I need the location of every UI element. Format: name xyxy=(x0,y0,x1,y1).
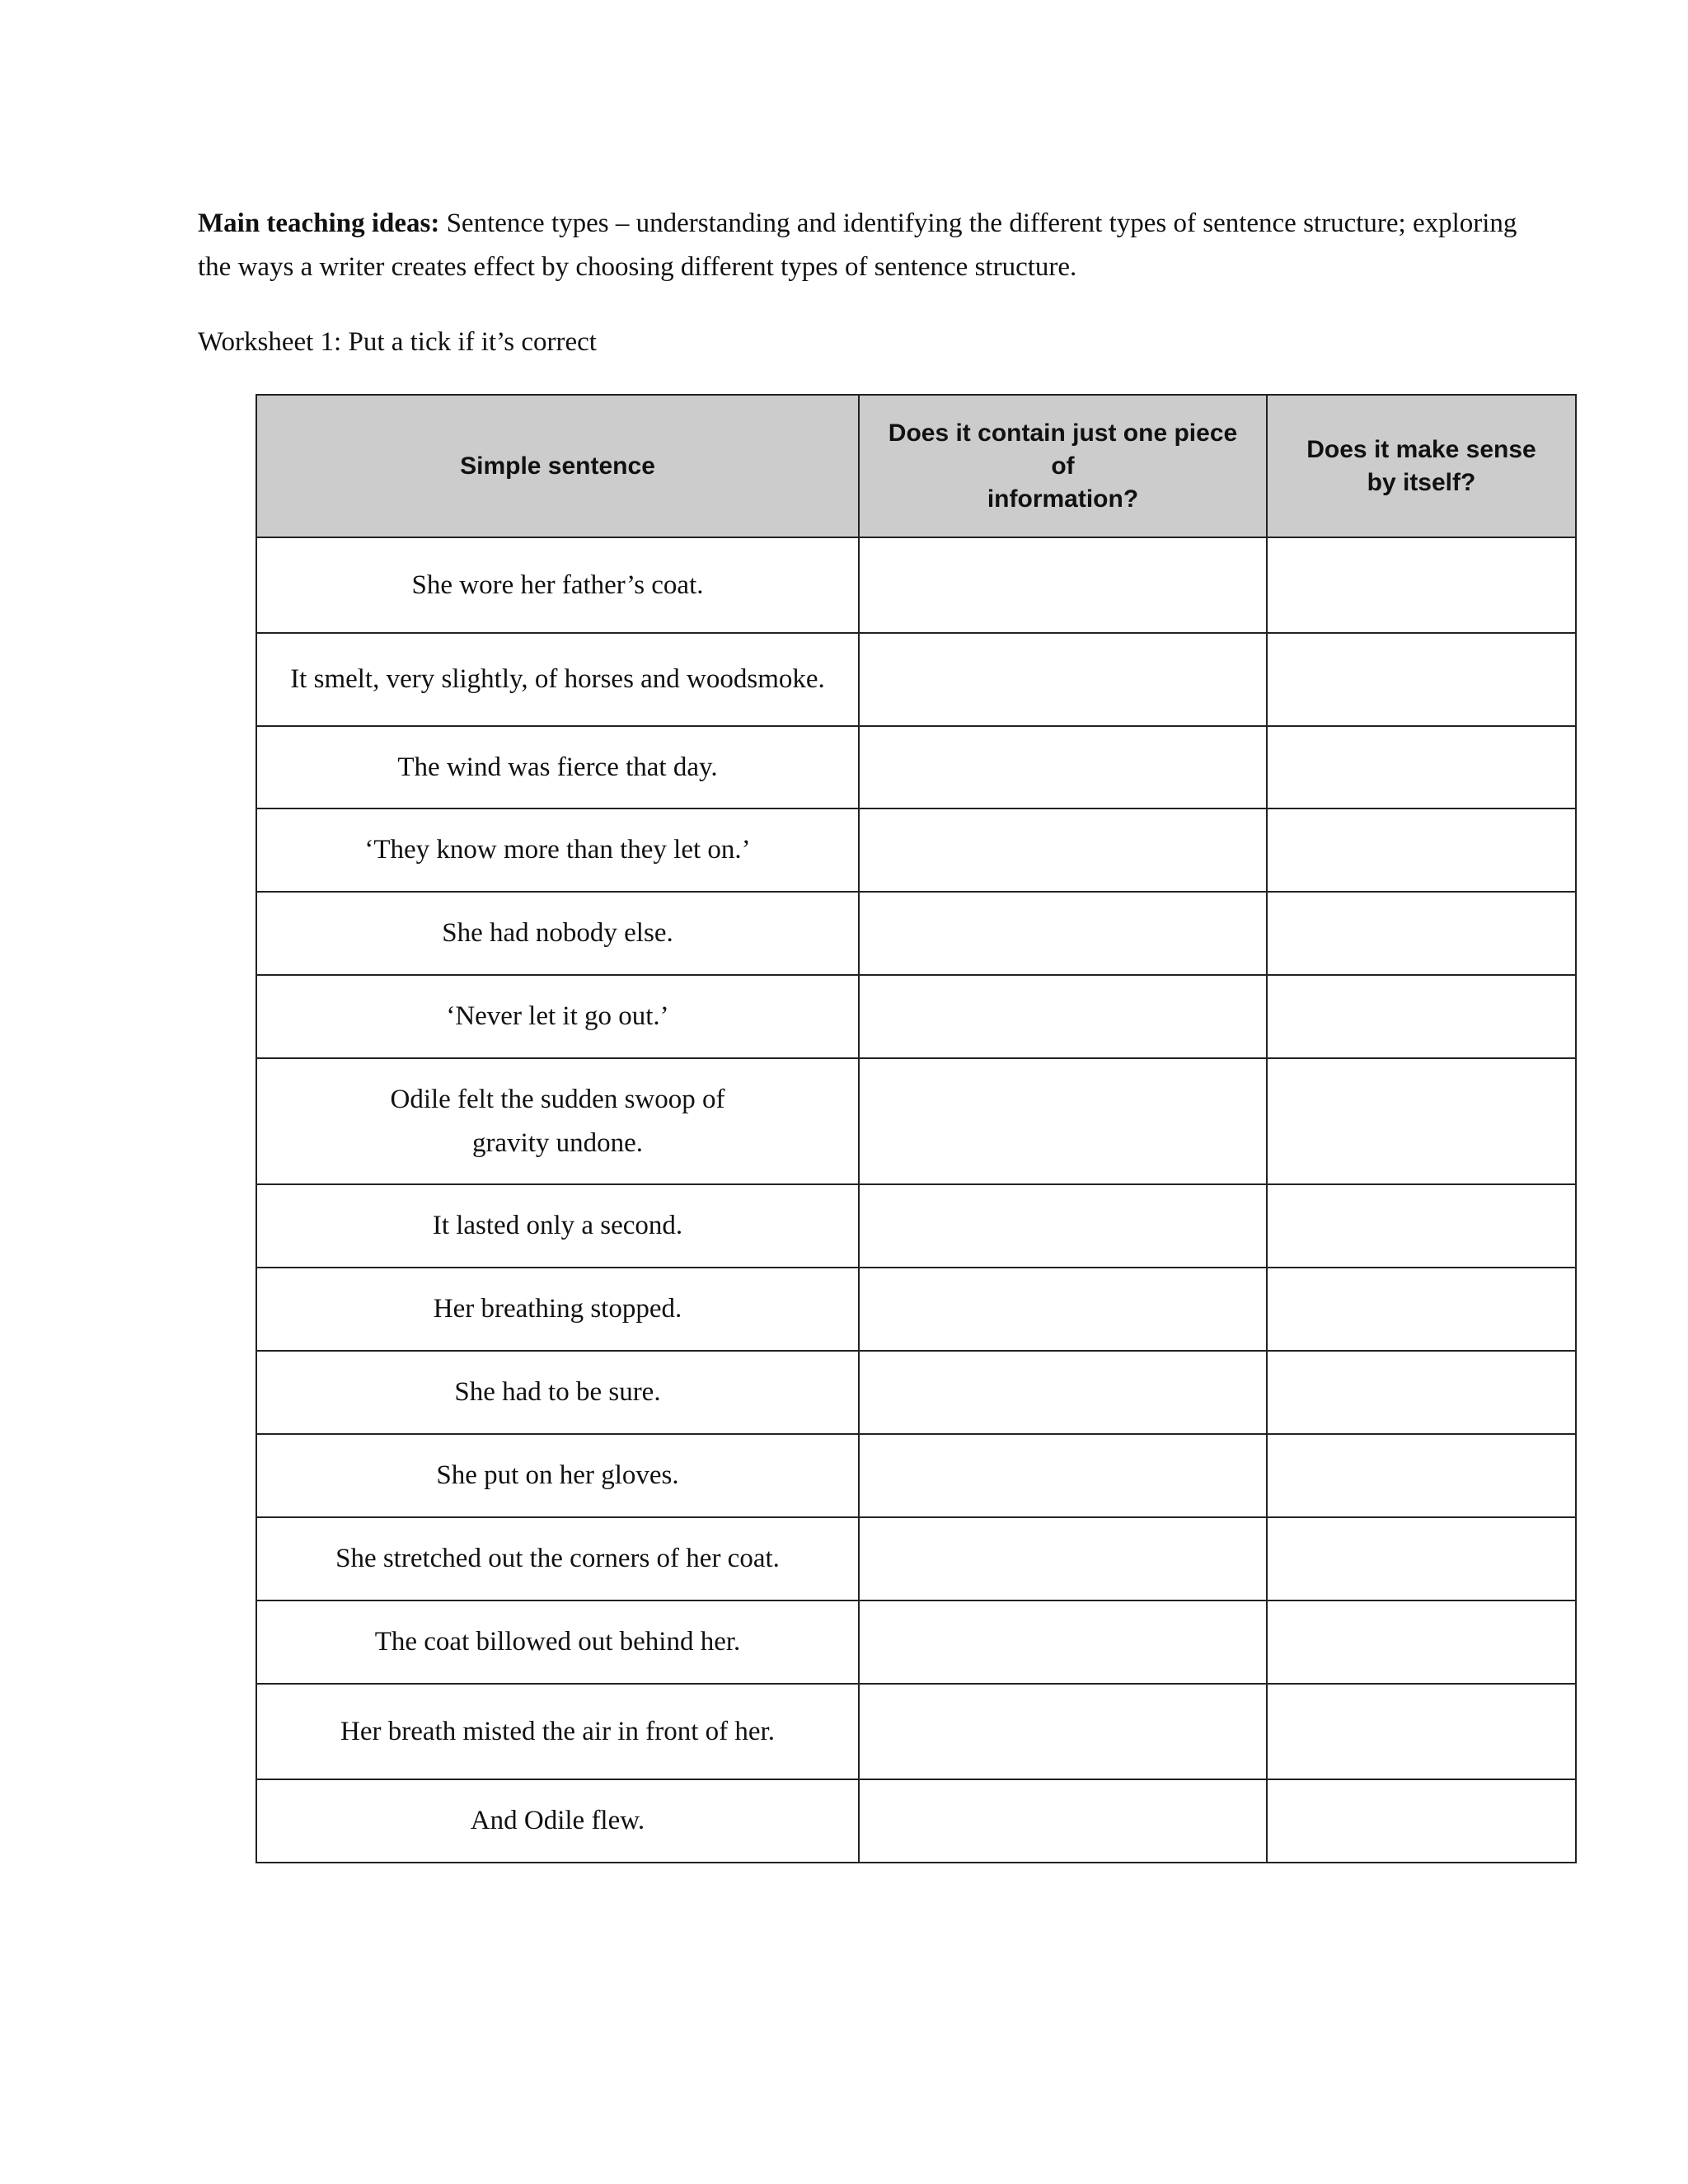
tick-cell-one-piece[interactable] xyxy=(859,1351,1267,1434)
tick-cell-makes-sense[interactable] xyxy=(1267,1517,1576,1601)
table-row xyxy=(256,808,1576,892)
teaching-ideas-label: Main teaching ideas: xyxy=(198,209,440,238)
sentence-cell xyxy=(256,1684,859,1779)
table-row xyxy=(256,892,1576,975)
tick-cell-makes-sense[interactable] xyxy=(1267,1184,1576,1268)
sentence-text: ‘They know more than they let on.’ xyxy=(364,835,751,865)
table-row xyxy=(256,1351,1576,1434)
sentence-cell xyxy=(256,975,859,1058)
sentence-text: She had to be sure. xyxy=(454,1377,661,1407)
header-simple-sentence xyxy=(256,395,859,537)
sentence-cell xyxy=(256,633,859,726)
sentence-text: The wind was fierce that day. xyxy=(397,752,718,782)
tick-cell-one-piece[interactable] xyxy=(859,1601,1267,1684)
sentence-cell xyxy=(256,726,859,808)
tick-cell-makes-sense[interactable] xyxy=(1267,1434,1576,1517)
sentence-text: Odile felt the sudden swoop of xyxy=(390,1084,725,1114)
table-row xyxy=(256,1779,1576,1863)
sentence-text: She wore her father’s coat. xyxy=(411,569,704,600)
sentence-cell xyxy=(256,1184,859,1268)
tick-cell-makes-sense[interactable] xyxy=(1267,633,1576,726)
tick-cell-one-piece[interactable] xyxy=(859,1268,1267,1351)
teaching-ideas-text: Sentence types – understanding and identifying the different types of sentence structure; exploring the ways a writer creates effect by choosing different types of sentence structure. xyxy=(198,209,1517,282)
header-simple-sentence-label: Simple sentence xyxy=(460,452,655,480)
sentence-text: Her breath misted the air in front of her. xyxy=(340,1716,775,1746)
sentence-cell xyxy=(256,1601,859,1684)
worksheet-title: Worksheet 1: Put a tick if it’s correct xyxy=(198,327,597,357)
tick-cell-one-piece[interactable] xyxy=(859,537,1267,633)
table-row xyxy=(256,1268,1576,1351)
tick-cell-one-piece[interactable] xyxy=(859,1684,1267,1779)
teaching-ideas-paragraph xyxy=(198,202,1550,289)
table-row xyxy=(256,1601,1576,1684)
table-row xyxy=(256,1434,1576,1517)
tick-cell-makes-sense[interactable] xyxy=(1267,808,1576,892)
tick-cell-one-piece[interactable] xyxy=(859,1434,1267,1517)
table-row xyxy=(256,1058,1576,1184)
tick-cell-makes-sense[interactable] xyxy=(1267,537,1576,633)
header-makes-sense-by-itself xyxy=(1267,395,1576,537)
tick-cell-makes-sense[interactable] xyxy=(1267,892,1576,975)
sentence-text: It smelt, very slightly, of horses and woodsmoke. xyxy=(290,664,825,694)
sentence-cell xyxy=(256,1351,859,1434)
tick-cell-makes-sense[interactable] xyxy=(1267,1601,1576,1684)
table-row xyxy=(256,633,1576,726)
tick-cell-makes-sense[interactable] xyxy=(1267,975,1576,1058)
tick-cell-one-piece[interactable] xyxy=(859,726,1267,808)
tick-cell-makes-sense[interactable] xyxy=(1267,1058,1576,1184)
header-one-piece-line1: Does it contain just one piece of xyxy=(888,419,1238,480)
table-row xyxy=(256,537,1576,633)
sentence-text-continued: gravity undone. xyxy=(471,1127,644,1158)
table-body xyxy=(256,537,1576,1863)
sentence-text: Her breathing stopped. xyxy=(433,1294,682,1324)
tick-cell-makes-sense[interactable] xyxy=(1267,1268,1576,1351)
table-row xyxy=(256,1517,1576,1601)
tick-cell-one-piece[interactable] xyxy=(859,808,1267,892)
sentence-cell xyxy=(256,1434,859,1517)
tick-cell-one-piece[interactable] xyxy=(859,1779,1267,1863)
tick-cell-makes-sense[interactable] xyxy=(1267,726,1576,808)
sentence-cell xyxy=(256,892,859,975)
header-one-piece-line2: information? xyxy=(987,485,1139,513)
table-row xyxy=(256,1184,1576,1268)
sentence-cell xyxy=(256,1517,859,1601)
header-makes-sense-line2: by itself? xyxy=(1367,468,1476,496)
sentence-cell xyxy=(256,537,859,633)
table-row xyxy=(256,726,1576,808)
tick-cell-makes-sense[interactable] xyxy=(1267,1779,1576,1863)
tick-cell-one-piece[interactable] xyxy=(859,1517,1267,1601)
sentence-cell xyxy=(256,808,859,892)
sentence-cell xyxy=(256,1058,859,1184)
sentence-text: ‘Never let it go out.’ xyxy=(446,1001,669,1031)
sentence-text: It lasted only a second. xyxy=(432,1211,683,1240)
sentence-cell xyxy=(256,1268,859,1351)
tick-cell-one-piece[interactable] xyxy=(859,892,1267,975)
tick-cell-one-piece[interactable] xyxy=(859,633,1267,726)
table-row xyxy=(256,975,1576,1058)
tick-cell-makes-sense[interactable] xyxy=(1267,1351,1576,1434)
header-makes-sense-line1: Does it make sense xyxy=(1306,435,1536,463)
header-one-piece-of-information xyxy=(859,395,1267,537)
tick-cell-one-piece[interactable] xyxy=(859,1058,1267,1184)
tick-cell-one-piece[interactable] xyxy=(859,1184,1267,1268)
sentence-text: She put on her gloves. xyxy=(436,1460,679,1490)
sentence-text: And Odile flew. xyxy=(470,1806,645,1835)
sentence-table xyxy=(256,394,1577,1863)
tick-cell-one-piece[interactable] xyxy=(859,975,1267,1058)
sentence-text: She stretched out the corners of her coat. xyxy=(335,1544,780,1573)
sentence-cell xyxy=(256,1779,859,1863)
table-header-row xyxy=(256,395,1576,537)
table-row xyxy=(256,1684,1576,1779)
sentence-text: The coat billowed out behind her. xyxy=(374,1627,741,1657)
sentence-text: She had nobody else. xyxy=(442,918,673,948)
tick-cell-makes-sense[interactable] xyxy=(1267,1684,1576,1779)
